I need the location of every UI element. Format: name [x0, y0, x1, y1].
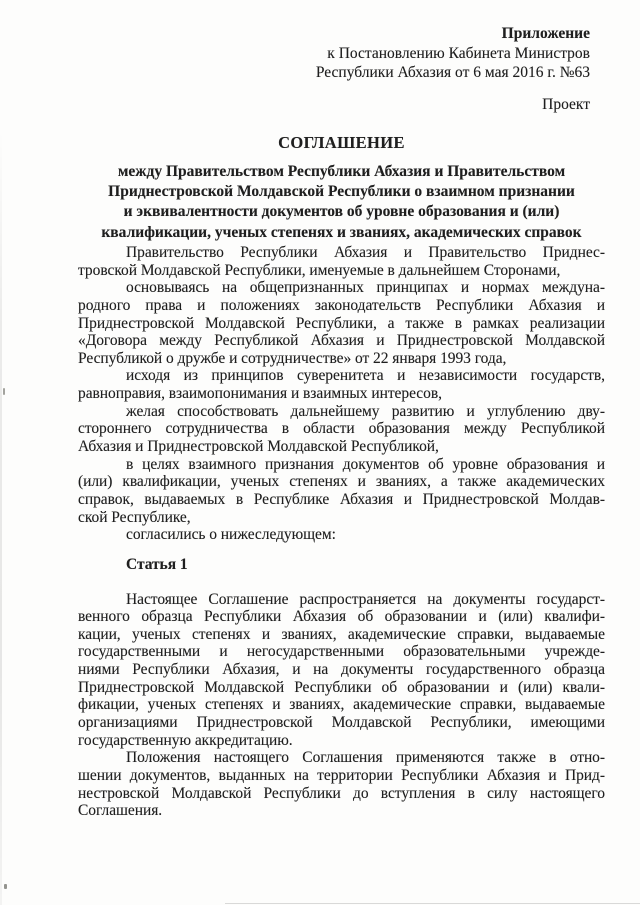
subtitle-line: между Правительством Республики Абхазия и Правительством: [117, 163, 566, 180]
paragraph: [78, 367, 605, 402]
text-line: Положения настоящего Соглашения применяются также в отно-: [126, 749, 605, 767]
text-line: согласились о нижеследующем:: [126, 526, 336, 544]
text-line: Республикой о дружбе и сотрудничестве» от 22 января 1993 года,: [78, 349, 507, 367]
text-line: основываясь на общепризнанных принципах и нормах междуна-: [126, 279, 605, 297]
text-line: Абхазия и Приднестровской Молдавской Республикой,: [78, 438, 439, 456]
scan-artifact: [4, 884, 7, 889]
draft-label: Проект: [542, 96, 590, 113]
text-line: «Договора между Республикой Абхазия и Приднестровской Молдавской: [78, 332, 605, 350]
agreement-title: СОГЛАШЕНИЕ: [278, 133, 405, 152]
text-line: шении документов, выданных на территории Республики Абхазия и Прид-: [78, 766, 605, 784]
paragraph: [78, 403, 605, 456]
text-line: организациями Приднестровской Молдавской Республики, имеющими: [78, 714, 605, 732]
text-line: тровской Молдавской Республики, именуемые в дальнейшем Сторонами,: [78, 261, 561, 279]
appendix-note: [316, 24, 590, 83]
text-line: государственными и негосударственными образовательными учрежде-: [78, 643, 605, 661]
paragraph: [78, 456, 605, 527]
article-1-body: [78, 591, 605, 820]
text-line: справок, выдаваемых в Республике Абхазия и Приднестровской Молдав-: [78, 490, 605, 508]
text-line: Приднестровской Молдавской Республики, а также в рамках реализации: [78, 314, 605, 332]
text-line: в целях взаимного признания документов об уровне образования и: [126, 455, 605, 473]
text-line: желая способствовать дальнейшему развитию и углублению дву-: [126, 402, 605, 420]
text-line: ниями Республики Абхазия, и на документы государственного образца: [78, 661, 605, 679]
subtitle-line: Приднестровской Молдавской Республики о взаимном признании: [108, 183, 575, 201]
text-line: (или) квалификации, ученых степенях и званиях, а также академических: [78, 473, 605, 491]
subtitle-line: и эквивалентности документов об уровне образования и (или): [123, 203, 560, 221]
text-line: Настоящее Соглашение распространяется на документы государст-: [126, 590, 605, 608]
article-1-heading: Статья 1: [126, 555, 188, 573]
text-line: Приднестровской Молдавской Республики об образовании и (или) квали-: [78, 678, 605, 696]
paragraph: [78, 244, 605, 279]
preamble: [78, 244, 605, 544]
agreement-subtitle: [78, 162, 605, 243]
text-line: Правительство Республики Абхазия и Правительство Приднес-: [126, 244, 605, 261]
appendix-line: к Постановлению Кабинета Министров: [327, 44, 590, 62]
paragraph: [78, 526, 605, 544]
paragraph: [78, 749, 605, 820]
scan-artifact: [3, 388, 5, 395]
subtitle-line: квалификации, ученых степенях и званиях, академических справок: [101, 223, 582, 241]
text-line: исходя из принципов суверенитета и независимости государств,: [126, 367, 605, 385]
paragraph: [78, 591, 605, 750]
text-line: венного образца Республики Абхазия об образовании и (или) квалифи-: [78, 608, 605, 626]
text-line: кации, ученых степенях и званиях, академические справки, выдаваемые: [78, 625, 605, 643]
scan-bottom-hairline: [225, 903, 640, 904]
document-body: [78, 244, 605, 820]
text-line: Соглашения.: [78, 802, 163, 820]
text-line: родного права и положениях законодательств Республики Абхазия и: [78, 296, 605, 314]
text-line: фикации, ученых степенях и званиях, академические справки, выдаваемые: [78, 696, 605, 714]
text-line: ской Республике,: [78, 508, 191, 526]
text-line: нестровской Молдавской Республики до вступления в силу настоящего: [78, 784, 605, 802]
text-line: стороннего сотрудничества в области образования между Республикой: [78, 420, 605, 438]
text-line: государственную аккредитацию.: [78, 731, 293, 749]
paragraph: [78, 279, 605, 367]
text-line: равноправия, взаимопонимания и взаимных интересов,: [78, 385, 442, 403]
appendix-label: Приложение: [501, 25, 590, 42]
page-edge-shadow: [0, 130, 2, 905]
appendix-line: Республики Абхазия от 6 мая 2016 г. №63: [315, 64, 590, 81]
